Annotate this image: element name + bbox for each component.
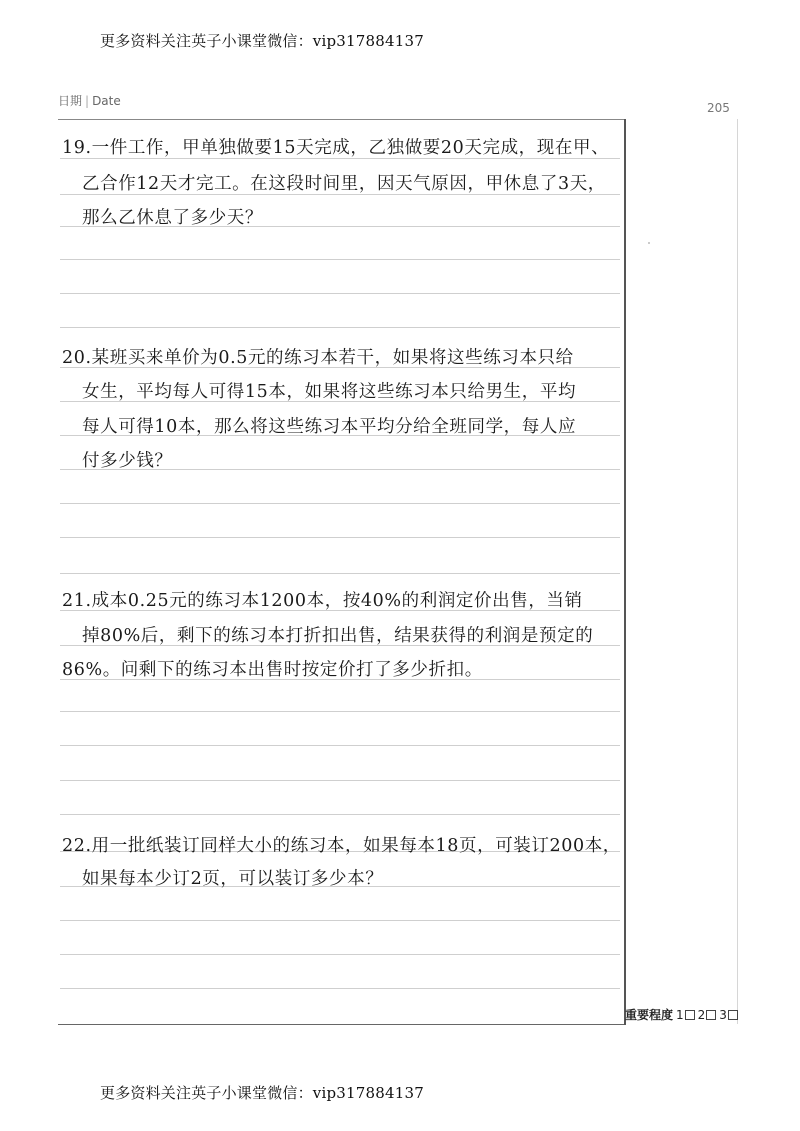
- problem-19-line-1: 19.一件工作，甲单独做要15天完成，乙独做要20天完成，现在甲、: [62, 138, 610, 158]
- watermark-bottom: 更多资料关注英子小课堂微信：vip317884137: [100, 1084, 424, 1102]
- ruled-line: [60, 780, 620, 781]
- ruled-line: [60, 537, 620, 538]
- problem-21-line-2: 掉80%后，剩下的练习本打折扣出售，结果获得的利润是预定的: [82, 626, 594, 646]
- date-label-cn: 日期: [58, 94, 83, 108]
- importance-level-3: 3: [719, 1007, 727, 1022]
- problem-20-line-4: 付多少钱？: [82, 451, 173, 471]
- date-label-en: Date: [92, 94, 121, 108]
- ruled-line: [60, 259, 620, 260]
- problem-21-line-1: 21.成本0.25元的练习本1200本，按40%的利润定价出售，当销: [62, 591, 583, 611]
- frame-top-border: [58, 119, 626, 120]
- ruled-line: [60, 711, 620, 712]
- problem-19-line-2: 乙合作12天才完工。在这段时间里，因天气原因，甲休息了3天，: [82, 174, 606, 194]
- importance-checkbox-1[interactable]: [685, 1010, 695, 1020]
- problem-20-line-1: 20.某班买来单价为0.5元的练习本若干，如果将这些练习本只给: [62, 348, 574, 368]
- problem-20-line-3: 每人可得10本，那么将这些练习本平均分给全班同学，每人应: [82, 417, 577, 437]
- problem-22-line-1: 22.用一批纸装订同样大小的练习本，如果每本18页，可装订200本，: [62, 836, 621, 856]
- problem-19-line-3: 那么乙休息了多少天？: [82, 208, 263, 228]
- ruled-line: [60, 745, 620, 746]
- importance-checkbox-3[interactable]: [728, 1010, 738, 1020]
- problem-22-line-2: 如果每本少订2页，可以装订多少本？: [82, 869, 384, 889]
- frame-right-border: [624, 119, 626, 1025]
- importance-rating: [625, 1006, 738, 1023]
- problem-21-line-3: 86%。问剩下的练习本出售时按定价打了多少折扣。: [62, 660, 483, 680]
- ruled-line: [60, 503, 620, 504]
- importance-level-1: 1: [676, 1007, 684, 1022]
- margin-line: [737, 119, 738, 1024]
- date-separator: |: [85, 94, 90, 108]
- ruled-line: [60, 573, 620, 574]
- page-number: 205: [707, 101, 730, 115]
- ruled-line: [60, 954, 620, 955]
- watermark-top: 更多资料关注英子小课堂微信：vip317884137: [100, 32, 424, 50]
- ruled-line: [60, 920, 620, 921]
- frame-bottom-border: [58, 1024, 624, 1025]
- ruled-line: [60, 327, 620, 328]
- importance-checkbox-2[interactable]: [706, 1010, 716, 1020]
- ruled-line: [60, 293, 620, 294]
- problem-20-line-2: 女生，平均每人可得15本，如果将这些练习本只给男生，平均: [82, 382, 577, 402]
- importance-level-2: 2: [697, 1007, 706, 1022]
- paper-speck: [648, 242, 650, 244]
- importance-label: 重要程度: [625, 1008, 674, 1022]
- ruled-line: [60, 988, 620, 989]
- ruled-line: [60, 814, 620, 815]
- date-label: [58, 92, 121, 109]
